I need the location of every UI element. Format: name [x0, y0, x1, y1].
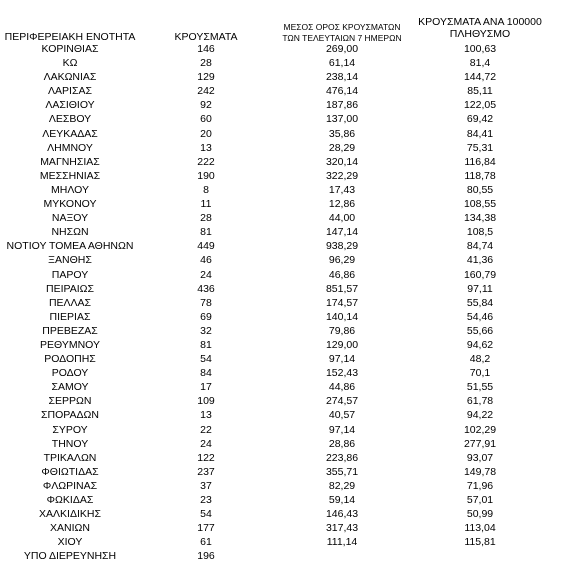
cell-per100k: 113,04 [464, 522, 496, 535]
cell-avg7: 12,86 [328, 198, 356, 211]
table-row [0, 352, 565, 366]
cell-per100k: 97,11 [467, 282, 493, 295]
cell-avg7: 46,86 [328, 268, 356, 281]
cell-cases: 196 [197, 550, 215, 563]
cell-per100k: 84,74 [466, 240, 494, 253]
cell-per100k: 277,91 [463, 437, 497, 450]
cell-cases: 17 [200, 381, 212, 394]
cell-avg7: 355,71 [325, 465, 359, 478]
cell-region: ΛΑΡΙΣΑΣ [48, 85, 92, 98]
cell-per100k: 93,07 [466, 451, 494, 464]
table-row [0, 408, 565, 422]
cell-avg7: 28,29 [328, 141, 356, 154]
table-row [0, 380, 565, 394]
table-row [0, 521, 565, 535]
cell-avg7: 147,14 [325, 226, 359, 239]
cell-region: ΡΕΘΥΜΝΟΥ [39, 338, 100, 351]
cell-cases: 92 [200, 99, 212, 112]
cell-cases: 20 [200, 127, 212, 140]
cell-per100k: 55,84 [466, 296, 494, 309]
cell-avg7: 274,57 [325, 395, 359, 408]
cell-region: ΚΩ [62, 57, 78, 70]
cell-cases: 28 [200, 212, 212, 225]
cell-per100k: 84,41 [466, 127, 494, 140]
cell-region: ΧΙΟΥ [57, 536, 83, 549]
cell-cases: 81 [200, 226, 212, 239]
cell-cases: 46 [200, 254, 212, 267]
table-row [0, 394, 565, 408]
cell-avg7: 61,14 [328, 57, 356, 70]
cell-avg7: 938,29 [325, 240, 359, 253]
table-row [0, 155, 565, 169]
header-per100k-line1: ΚΡΟΥΣΜΑΤΑ ΑΝΑ 100000 [418, 16, 542, 28]
cell-region: ΠΑΡΟΥ [51, 268, 89, 281]
cell-per100k: 160,79 [463, 268, 497, 281]
cell-cases: 222 [197, 155, 215, 168]
table-row [0, 239, 565, 253]
cell-cases: 449 [197, 240, 215, 253]
cell-avg7: 476,14 [325, 85, 359, 98]
table-row [0, 366, 565, 380]
table-body [0, 42, 565, 563]
cell-avg7: 269,00 [325, 43, 359, 55]
table-row [0, 535, 565, 549]
cell-cases: 24 [200, 268, 212, 281]
header-avg7-line1: ΜΕΣΟΣ ΟΡΟΣ ΚΡΟΥΣΜΑΤΩΝ [283, 22, 401, 32]
table-row [0, 479, 565, 493]
cell-avg7: 44,86 [328, 381, 356, 394]
cell-avg7: 97,14 [328, 353, 356, 366]
cell-cases: 61 [200, 536, 212, 549]
header-per100k-line2: ΠΛΗΘΥΣΜΟ [449, 28, 511, 40]
cell-region: ΜΗΛΟΥ [51, 183, 89, 196]
table-row [0, 127, 565, 141]
cell-avg7: 223,86 [325, 451, 359, 464]
cell-region: ΠΡΕΒΕΖΑΣ [42, 324, 98, 337]
cell-per100k: 122,05 [463, 99, 497, 112]
cell-region: ΤΗΝΟΥ [51, 437, 89, 450]
cell-region: ΛΗΜΝΟΥ [47, 141, 93, 154]
cell-region: ΦΛΩΡΙΝΑΣ [42, 479, 98, 492]
cell-cases: 37 [200, 479, 212, 492]
cell-per100k: 85,11 [467, 85, 493, 98]
cell-cases: 23 [200, 494, 212, 506]
cell-per100k: 94,22 [466, 409, 494, 422]
cell-cases: 78 [200, 296, 212, 309]
table-row [0, 70, 565, 84]
cell-cases: 237 [197, 465, 215, 478]
cell-region: ΧΑΝΙΩΝ [50, 522, 90, 535]
cell-avg7: 111,14 [326, 536, 358, 549]
cell-region: ΚΟΡΙΝΘΙΑΣ [41, 43, 99, 55]
cell-cases: 177 [197, 522, 215, 535]
cell-per100k: 50,99 [466, 508, 494, 521]
cell-avg7: 28,86 [328, 437, 356, 450]
cell-region: ΝΟΤΙΟΥ ΤΟΜΕΑ ΑΘΗΝΩΝ [6, 240, 134, 253]
cell-avg7: 79,86 [328, 324, 356, 337]
table-row [0, 423, 565, 437]
cell-avg7: 44,00 [328, 212, 356, 225]
cell-per100k: 57,01 [466, 494, 494, 506]
cell-region: ΡΟΔΟΠΗΣ [44, 353, 96, 366]
cell-avg7: 137,00 [325, 113, 359, 126]
table-row [0, 56, 565, 70]
cell-avg7: 129,00 [325, 338, 359, 351]
table-row [0, 253, 565, 267]
cell-cases: 54 [200, 508, 212, 521]
cell-region: ΣΕΡΡΩΝ [48, 395, 92, 408]
cell-avg7: 146,43 [325, 508, 359, 521]
cell-region: ΦΩΚΙΔΑΣ [46, 494, 94, 506]
cell-per100k: 81,4 [469, 57, 491, 70]
cell-per100k: 70,1 [469, 367, 491, 380]
cell-avg7: 59,14 [328, 494, 356, 506]
cell-per100k: 55,66 [466, 324, 494, 337]
table-row [0, 112, 565, 126]
cell-per100k: 75,31 [466, 141, 494, 154]
cell-cases: 60 [200, 113, 212, 126]
cell-avg7: 238,14 [325, 71, 359, 84]
cell-region: ΜΕΣΣΗΝΙΑΣ [39, 169, 101, 182]
table-row [0, 493, 565, 507]
cell-cases: 13 [200, 141, 212, 154]
cell-avg7: 317,43 [325, 522, 359, 535]
cell-per100k: 102,29 [463, 423, 497, 436]
cell-per100k: 149,78 [463, 465, 497, 478]
table-row [0, 169, 565, 183]
table-row [0, 338, 565, 352]
cell-avg7: 851,57 [325, 282, 359, 295]
header-avg7 [272, 22, 412, 44]
cell-region: ΣΠΟΡΑΔΩΝ [41, 409, 99, 422]
table-row [0, 310, 565, 324]
cell-region: ΝΑΞΟΥ [51, 212, 89, 225]
cell-cases: 32 [200, 324, 212, 337]
header-cases-label: ΚΡΟΥΣΜΑΤΑ [174, 31, 238, 43]
cell-cases: 81 [200, 338, 212, 351]
cell-per100k: 116,84 [464, 155, 496, 168]
table-row [0, 42, 565, 56]
cell-region: ΦΘΙΩΤΙΔΑΣ [41, 465, 99, 478]
header-per100k [410, 16, 550, 40]
cell-avg7: 17,43 [328, 183, 356, 196]
cell-cases: 109 [197, 395, 215, 408]
table-row [0, 282, 565, 296]
cell-region: ΛΑΚΩΝΙΑΣ [43, 71, 97, 84]
cell-cases: 146 [197, 43, 215, 55]
table-row [0, 268, 565, 282]
table-row [0, 98, 565, 112]
table-row [0, 437, 565, 451]
cell-per100k: 61,78 [466, 395, 494, 408]
cell-region: ΠΕΙΡΑΙΩΣ [46, 282, 94, 295]
cell-avg7: 174,57 [325, 296, 359, 309]
cell-cases: 24 [200, 437, 212, 450]
cell-cases: 22 [200, 423, 212, 436]
cell-avg7: 322,29 [325, 169, 359, 182]
cell-avg7: 152,43 [325, 367, 359, 380]
cell-region: ΧΑΛΚΙΔΙΚΗΣ [39, 508, 101, 521]
cell-region: ΤΡΙΚΑΛΩΝ [43, 451, 97, 464]
cell-avg7: 97,14 [328, 423, 356, 436]
cell-region: ΞΑΝΘΗΣ [48, 254, 92, 267]
cell-region: ΛΕΥΚΑΔΑΣ [42, 127, 98, 140]
cell-per100k: 94,62 [466, 338, 494, 351]
table-row [0, 465, 565, 479]
cell-avg7: 140,14 [325, 310, 359, 323]
cell-per100k: 144,72 [463, 71, 497, 84]
table-row [0, 211, 565, 225]
table-row [0, 225, 565, 239]
cell-avg7: 40,57 [328, 409, 356, 422]
cell-per100k: 115,81 [464, 536, 496, 549]
cell-region: ΛΕΣΒΟΥ [48, 113, 92, 126]
cell-cases: 11 [200, 198, 212, 211]
cell-avg7: 96,29 [328, 254, 356, 267]
cell-region: ΠΙΕΡΙΑΣ [49, 310, 91, 323]
cell-region: ΥΠΟ ΔΙΕΡΕΥΝΗΣΗ [23, 550, 117, 563]
table-row [0, 507, 565, 521]
cell-per100k: 80,55 [466, 183, 494, 196]
table-row [0, 197, 565, 211]
cell-cases: 54 [200, 353, 212, 366]
table-row [0, 324, 565, 338]
header-region-label: ΠΕΡΙΦΕΡΕΙΑΚΗ ΕΝΟΤΗΤΑ [4, 31, 136, 43]
cell-region: ΜΥΚΟΝΟΥ [43, 198, 97, 211]
table-row [0, 549, 565, 563]
cell-region: ΜΑΓΝΗΣΙΑΣ [40, 155, 100, 168]
cell-cases: 436 [197, 282, 215, 295]
cell-region: ΣΑΜΟΥ [51, 381, 89, 394]
cell-per100k: 69,42 [466, 113, 494, 126]
cell-per100k: 41,36 [466, 254, 494, 267]
cell-per100k: 54,46 [466, 310, 494, 323]
cell-cases: 84 [200, 367, 212, 380]
header-avg7-line2: ΤΩΝ ΤΕΛΕΥΤΑΙΩΝ 7 ΗΜΕΡΩΝ [282, 33, 402, 43]
cell-per100k: 48,2 [469, 353, 491, 366]
cell-per100k: 100,63 [463, 43, 497, 55]
cell-region: ΣΥΡΟΥ [52, 423, 88, 436]
cell-cases: 8 [203, 183, 209, 196]
cell-per100k: 134,38 [463, 212, 497, 225]
cell-avg7: 320,14 [325, 155, 359, 168]
cell-region: ΡΟΔΟΥ [51, 367, 89, 380]
cell-cases: 122 [197, 451, 215, 464]
cell-avg7: 35,86 [328, 127, 356, 140]
table-row [0, 296, 565, 310]
cell-cases: 242 [197, 85, 215, 98]
cell-avg7: 82,29 [328, 479, 356, 492]
cell-per100k: 108,5 [466, 226, 494, 239]
cell-cases: 69 [200, 310, 212, 323]
cell-cases: 28 [200, 57, 212, 70]
table-row [0, 84, 565, 98]
table-row [0, 451, 565, 465]
cell-cases: 129 [197, 71, 215, 84]
table-row [0, 183, 565, 197]
cell-per100k: 118,78 [464, 169, 496, 182]
cell-cases: 190 [197, 169, 215, 182]
cell-per100k: 71,96 [466, 479, 494, 492]
cell-region: ΠΕΛΛΑΣ [48, 296, 92, 309]
table-row [0, 141, 565, 155]
cell-per100k: 108,55 [463, 198, 497, 211]
cell-avg7: 187,86 [325, 99, 359, 112]
cell-region: ΝΗΣΩΝ [51, 226, 89, 239]
cell-region: ΛΑΣΙΘΙΟΥ [45, 99, 95, 112]
cell-per100k: 51,55 [466, 381, 494, 394]
cell-cases: 13 [200, 409, 212, 422]
